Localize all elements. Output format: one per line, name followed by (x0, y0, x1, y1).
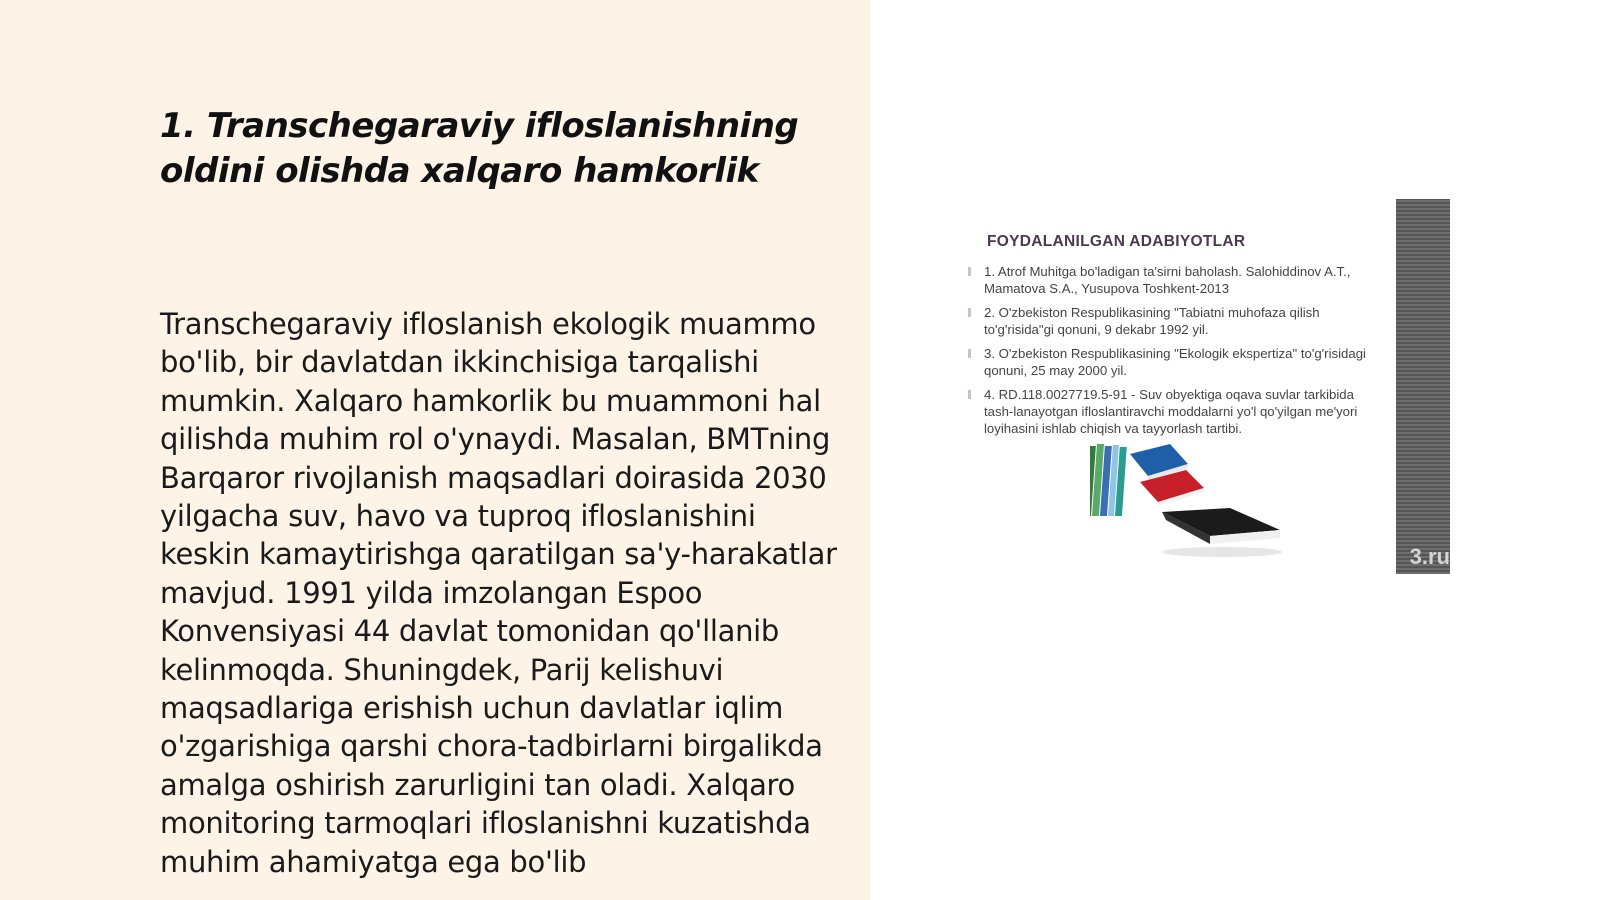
reference-item (968, 386, 1368, 437)
references-image (960, 199, 1450, 574)
slide-body-text: Transchegaraviy ifloslanish ekologik muammo bo'lib, bir davlatdan ikkinchisiga tarqalishi mumkin. Xalqaro hamkorlik bu muammoni hal qilishda muhim rol o'ynaydi. Masalan, BMTning Barqaror rivojlanish maqsadlari doirasida 2030 yilgacha suv, havo va tuproq ifloslanishini keskin kamaytirishga qaratilgan sa'y-harakatlar mavjud. 1991 yilda imzolangan Espoo Konvensiyasi 44 davlat tomonidan qo'llanib kelinmoqda. Shuningdek, Parij kelishuvi maqsadlariga erishish uchun davlatlar iqlim o'zgarishiga qarshi chora-tadbirlarni birgalikda amalga oshirish zarurligini tan oladi. Xalqaro monitoring tarmoqlari ifloslanishni kuzatishda muhim ahamiyatga ega bo'lib (160, 307, 837, 879)
reference-text: 2. O'zbekiston Respublikasining "Tabiatni muhofaza qilish to'g'risida"gi qonuni, 9 dekabr 1992 yil. (984, 305, 1320, 337)
bullet-icon (968, 308, 971, 317)
reference-text: 3. O'zbekiston Respublikasining "Ekologik ekspertiza" to'g'risidagi qonuni, 25 may 2000 yil. (984, 346, 1366, 378)
reference-item (968, 263, 1368, 297)
reference-item (968, 345, 1368, 379)
slide-title: 1. Transchegaraviy ifloslanishning oldini olishda xalqaro hamkorlik (160, 106, 799, 191)
watermark-text: 3.ru (1409, 544, 1450, 569)
decorative-strip (1396, 199, 1450, 574)
reference-item (968, 304, 1368, 338)
bullet-icon (968, 390, 971, 399)
reference-text: 4. RD.118.0027719.5-91 - Suv obyektiga oqava suvlar tarkibida tash-lanayotgan ifloslantiravchi moddalarni yo'l qo'yilgan me'yori loyihasini ishlab chiqish va tayyorlash tartibi. (984, 387, 1358, 436)
books-stack-icon (1090, 444, 1290, 564)
references-heading: FOYDALANILGAN ADABIYOTLAR (987, 233, 1246, 250)
bullet-icon (968, 267, 971, 276)
reference-text: 1. Atrof Muhitga bo'ladigan ta'sirni baholash. Salohiddinov A.T., Mamatova S.A., Yusupova Toshkent-2013 (984, 264, 1351, 296)
bullet-icon (968, 349, 971, 358)
references-list (968, 263, 1368, 444)
